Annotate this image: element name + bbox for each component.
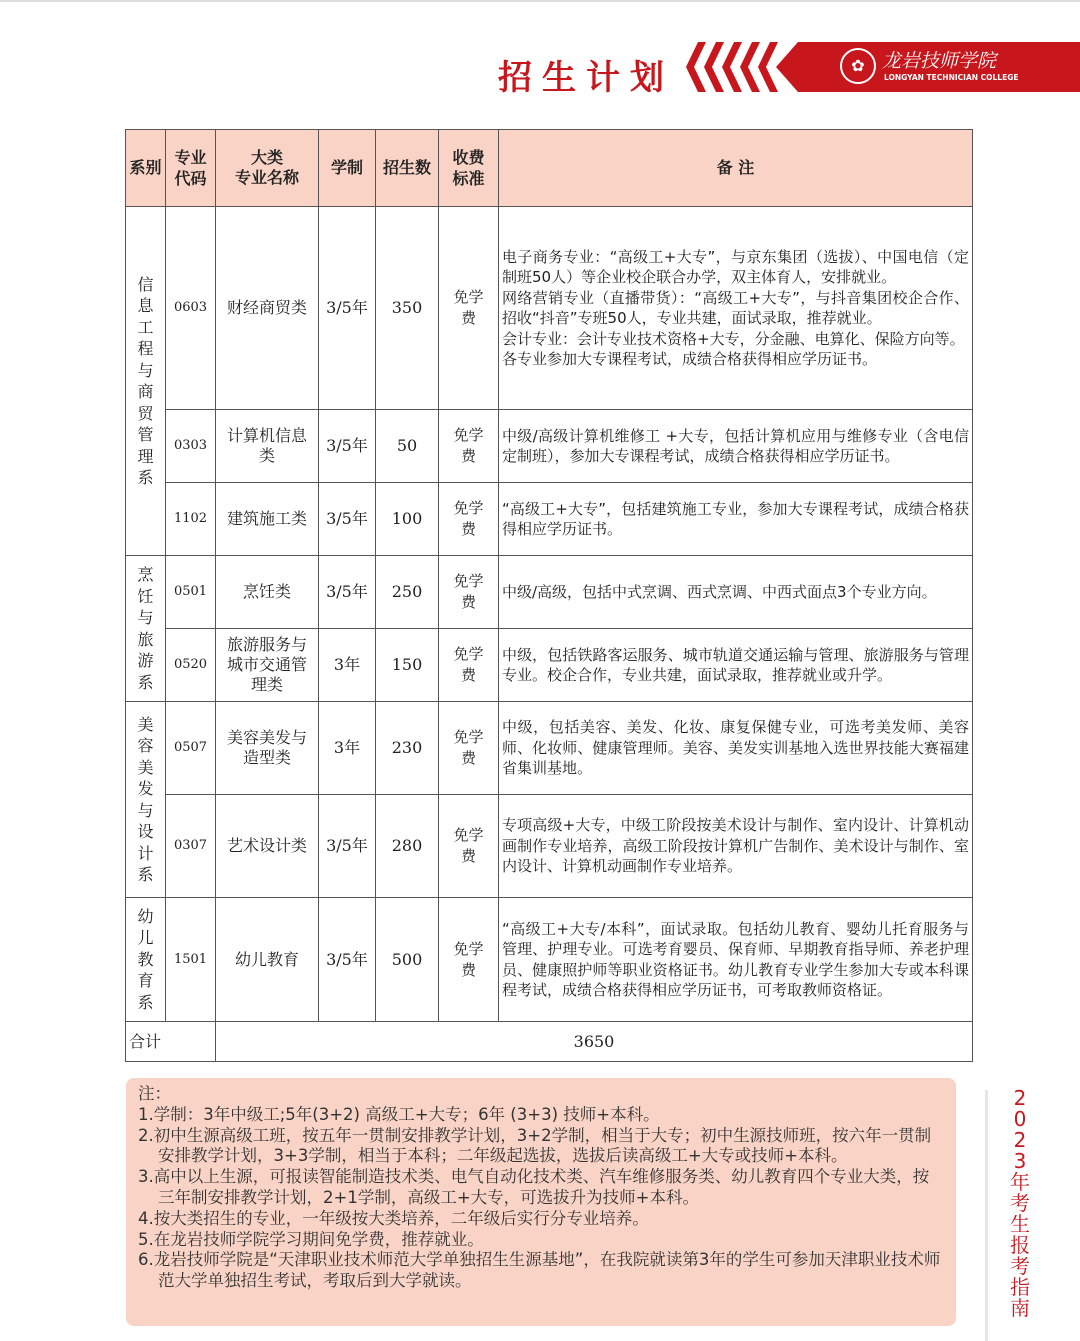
header-note: 备 注 <box>499 130 973 207</box>
note-cell: 中级，包括美容、美发、化妆、康复保健专业，可选考美发师、美容师、化妆师、健康管理师。美容、美发实训基地入选世界技能大赛福建省集训基地。 <box>499 702 973 795</box>
count-cell: 100 <box>376 483 439 556</box>
count-cell: 230 <box>376 702 439 795</box>
major-name-cell: 幼儿教育 <box>216 898 319 1022</box>
fee-cell: 免学费 <box>439 410 499 483</box>
table-row <box>126 702 973 795</box>
header-dept: 系别 <box>126 130 166 207</box>
department-cell: 幼儿教育系 <box>126 898 166 1022</box>
table-row <box>126 898 973 1022</box>
college-logo-en: LONGYAN TECHNICIAN COLLEGE <box>884 73 1019 82</box>
major-name-cell: 美容美发与造型类 <box>216 702 319 795</box>
department-cell: 信息工程与商贸管理系 <box>126 207 166 556</box>
fee-cell: 免学费 <box>439 556 499 629</box>
major-name-cell: 建筑施工类 <box>216 483 319 556</box>
department-cell: 烹饪与旅游系 <box>126 556 166 702</box>
header-name: 大类 专业名称 <box>216 130 319 207</box>
count-cell: 350 <box>376 207 439 410</box>
note-item: 2.初中生源高级工班，按五年一贯制安排教学计划，3+2学制，相当于大专；初中生源技师班，按六年一贯制安排教学计划，3+3学制，相当于本科；二年级起选拔，选拔后读高级工+大专或技师+本科。 <box>138 1125 932 1166</box>
code-cell: 0501 <box>166 556 216 629</box>
table-row <box>126 207 973 410</box>
years-cell: 3年 <box>319 629 376 702</box>
note-item: 6.龙岩技师学院是“天津职业技术师范大学单独招生生源基地”，在我院就读第3年的学生可参加天津职业技术师范大学单独招生考试，考取后到大学就读。 <box>138 1250 941 1291</box>
total-row <box>126 1022 973 1062</box>
years-cell: 3年 <box>319 702 376 795</box>
table-row <box>126 629 973 702</box>
header-years: 学制 <box>319 130 376 207</box>
department-cell: 美容美发与设计系 <box>126 702 166 898</box>
years-cell: 3/5年 <box>319 898 376 1022</box>
total-label: 合计 <box>126 1022 216 1062</box>
major-name-cell: 财经商贸类 <box>216 207 319 410</box>
code-cell: 0603 <box>166 207 216 410</box>
fee-cell: 免学费 <box>439 702 499 795</box>
header-count: 招生数 <box>376 130 439 207</box>
count-cell: 280 <box>376 795 439 898</box>
table-header-row <box>126 130 973 207</box>
note-cell: 中级/高级计算机维修工 +大专，包括计算机应用与维修专业（含电信定制班），参加大专课程考试，成绩合格获得相应学历证书。 <box>499 410 973 483</box>
notes-box <box>126 1078 956 1326</box>
fee-cell: 免学费 <box>439 629 499 702</box>
college-logo-cn: 龙岩技师学院 <box>882 50 997 72</box>
note-item: 4.按大类招生的专业，一年级按大类培养，二年级后实行分专业培养。 <box>138 1208 649 1228</box>
code-cell: 0520 <box>166 629 216 702</box>
note-item: 5.在龙岩技师学院学习期间免学费，推荐就业。 <box>138 1229 484 1249</box>
table-row <box>126 410 973 483</box>
count-cell: 50 <box>376 410 439 483</box>
note-item: 3.高中以上生源，可报读智能制造技术类、电气自动化技术类、汽车维修服务类、幼儿教育四个专业大类，按三年制安排教学计划，2+1学制，高级工+大专，可选拔升为技师+本科。 <box>138 1167 930 1207</box>
major-name-cell: 旅游服务与城市交通管理类 <box>216 629 319 702</box>
code-cell: 0307 <box>166 795 216 898</box>
header-fee: 收费标准 <box>439 130 499 207</box>
fee-cell: 免学费 <box>439 795 499 898</box>
code-cell: 1102 <box>166 483 216 556</box>
code-cell: 1501 <box>166 898 216 1022</box>
major-name-cell: 烹饪类 <box>216 556 319 629</box>
years-cell: 3/5年 <box>319 556 376 629</box>
college-emblem-icon: ✿ <box>840 48 876 84</box>
fee-cell: 免学费 <box>439 898 499 1022</box>
years-cell: 3/5年 <box>319 207 376 410</box>
count-cell: 250 <box>376 556 439 629</box>
chevron-decoration-icon <box>684 42 784 92</box>
total-value: 3650 <box>216 1022 973 1062</box>
side-divider <box>985 1090 988 1341</box>
years-cell: 3/5年 <box>319 410 376 483</box>
fee-cell: 免学费 <box>439 207 499 410</box>
code-cell: 0507 <box>166 702 216 795</box>
notes-title: 注： <box>138 1084 171 1103</box>
code-cell: 0303 <box>166 410 216 483</box>
note-cell: “高级工+大专/本科”，面试录取。包括幼儿教育、婴幼儿托育服务与管理、护理专业。可选考育婴员、保育师、早期教育指导师、养老护理员、健康照护师等职业资格证书。幼儿教育专业学生参加大专或本科课程考试，成绩合格获得相应学历证书，可考取教师资格证。 <box>499 898 973 1022</box>
fee-cell: 免学费 <box>439 483 499 556</box>
note-cell: “高级工+大专”，包括建筑施工专业，参加大专课程考试，成绩合格获得相应学历证书。 <box>499 483 973 556</box>
note-cell: 中级/高级，包括中式烹调、西式烹调、中西式面点3个专业方向。 <box>499 556 973 629</box>
side-label: 2023年考生报考指南 <box>1010 1086 1030 1320</box>
count-cell: 150 <box>376 629 439 702</box>
table-row <box>126 795 973 898</box>
major-name-cell: 艺术设计类 <box>216 795 319 898</box>
top-divider <box>0 0 1080 2</box>
years-cell: 3/5年 <box>319 483 376 556</box>
page-title: 招生计划 <box>498 58 674 98</box>
enrollment-plan-table <box>125 129 973 1062</box>
count-cell: 500 <box>376 898 439 1022</box>
note-cell: 电子商务专业：“高级工+大专”，与京东集团（选拔）、中国电信（定制班50人）等企业校企联合办学，双主体育人，安排就业。 网络营销专业（直播带货）：“高级工+大专”，与抖音集团校企合作、招收“抖音”专班50人，专业共建，面试录取，推荐就业。 会计专业：会计专业技术资格+大专，分金融、电算化、保险方向等。 各专业参加大专课程考试，成绩合格获得相应学历证书。 <box>499 207 973 410</box>
table-row <box>126 483 973 556</box>
major-name-cell: 计算机信息类 <box>216 410 319 483</box>
header-code: 专业代码 <box>166 130 216 207</box>
note-cell: 专项高级+大专，中级工阶段按美术设计与制作、室内设计、计算机动画制作专业培养，高级工阶段按计算机广告制作、美术设计与制作、室内设计、计算机动画制作专业培养。 <box>499 795 973 898</box>
note-cell: 中级，包括铁路客运服务、城市轨道交通运输与管理、旅游服务与管理专业。校企合作，专业共建，面试录取，推荐就业或升学。 <box>499 629 973 702</box>
note-item: 1.学制：3年中级工;5年(3+2) 高级工+大专；6年 (3+3) 技师+本科。 <box>138 1104 660 1124</box>
years-cell: 3/5年 <box>319 795 376 898</box>
table-row <box>126 556 973 629</box>
